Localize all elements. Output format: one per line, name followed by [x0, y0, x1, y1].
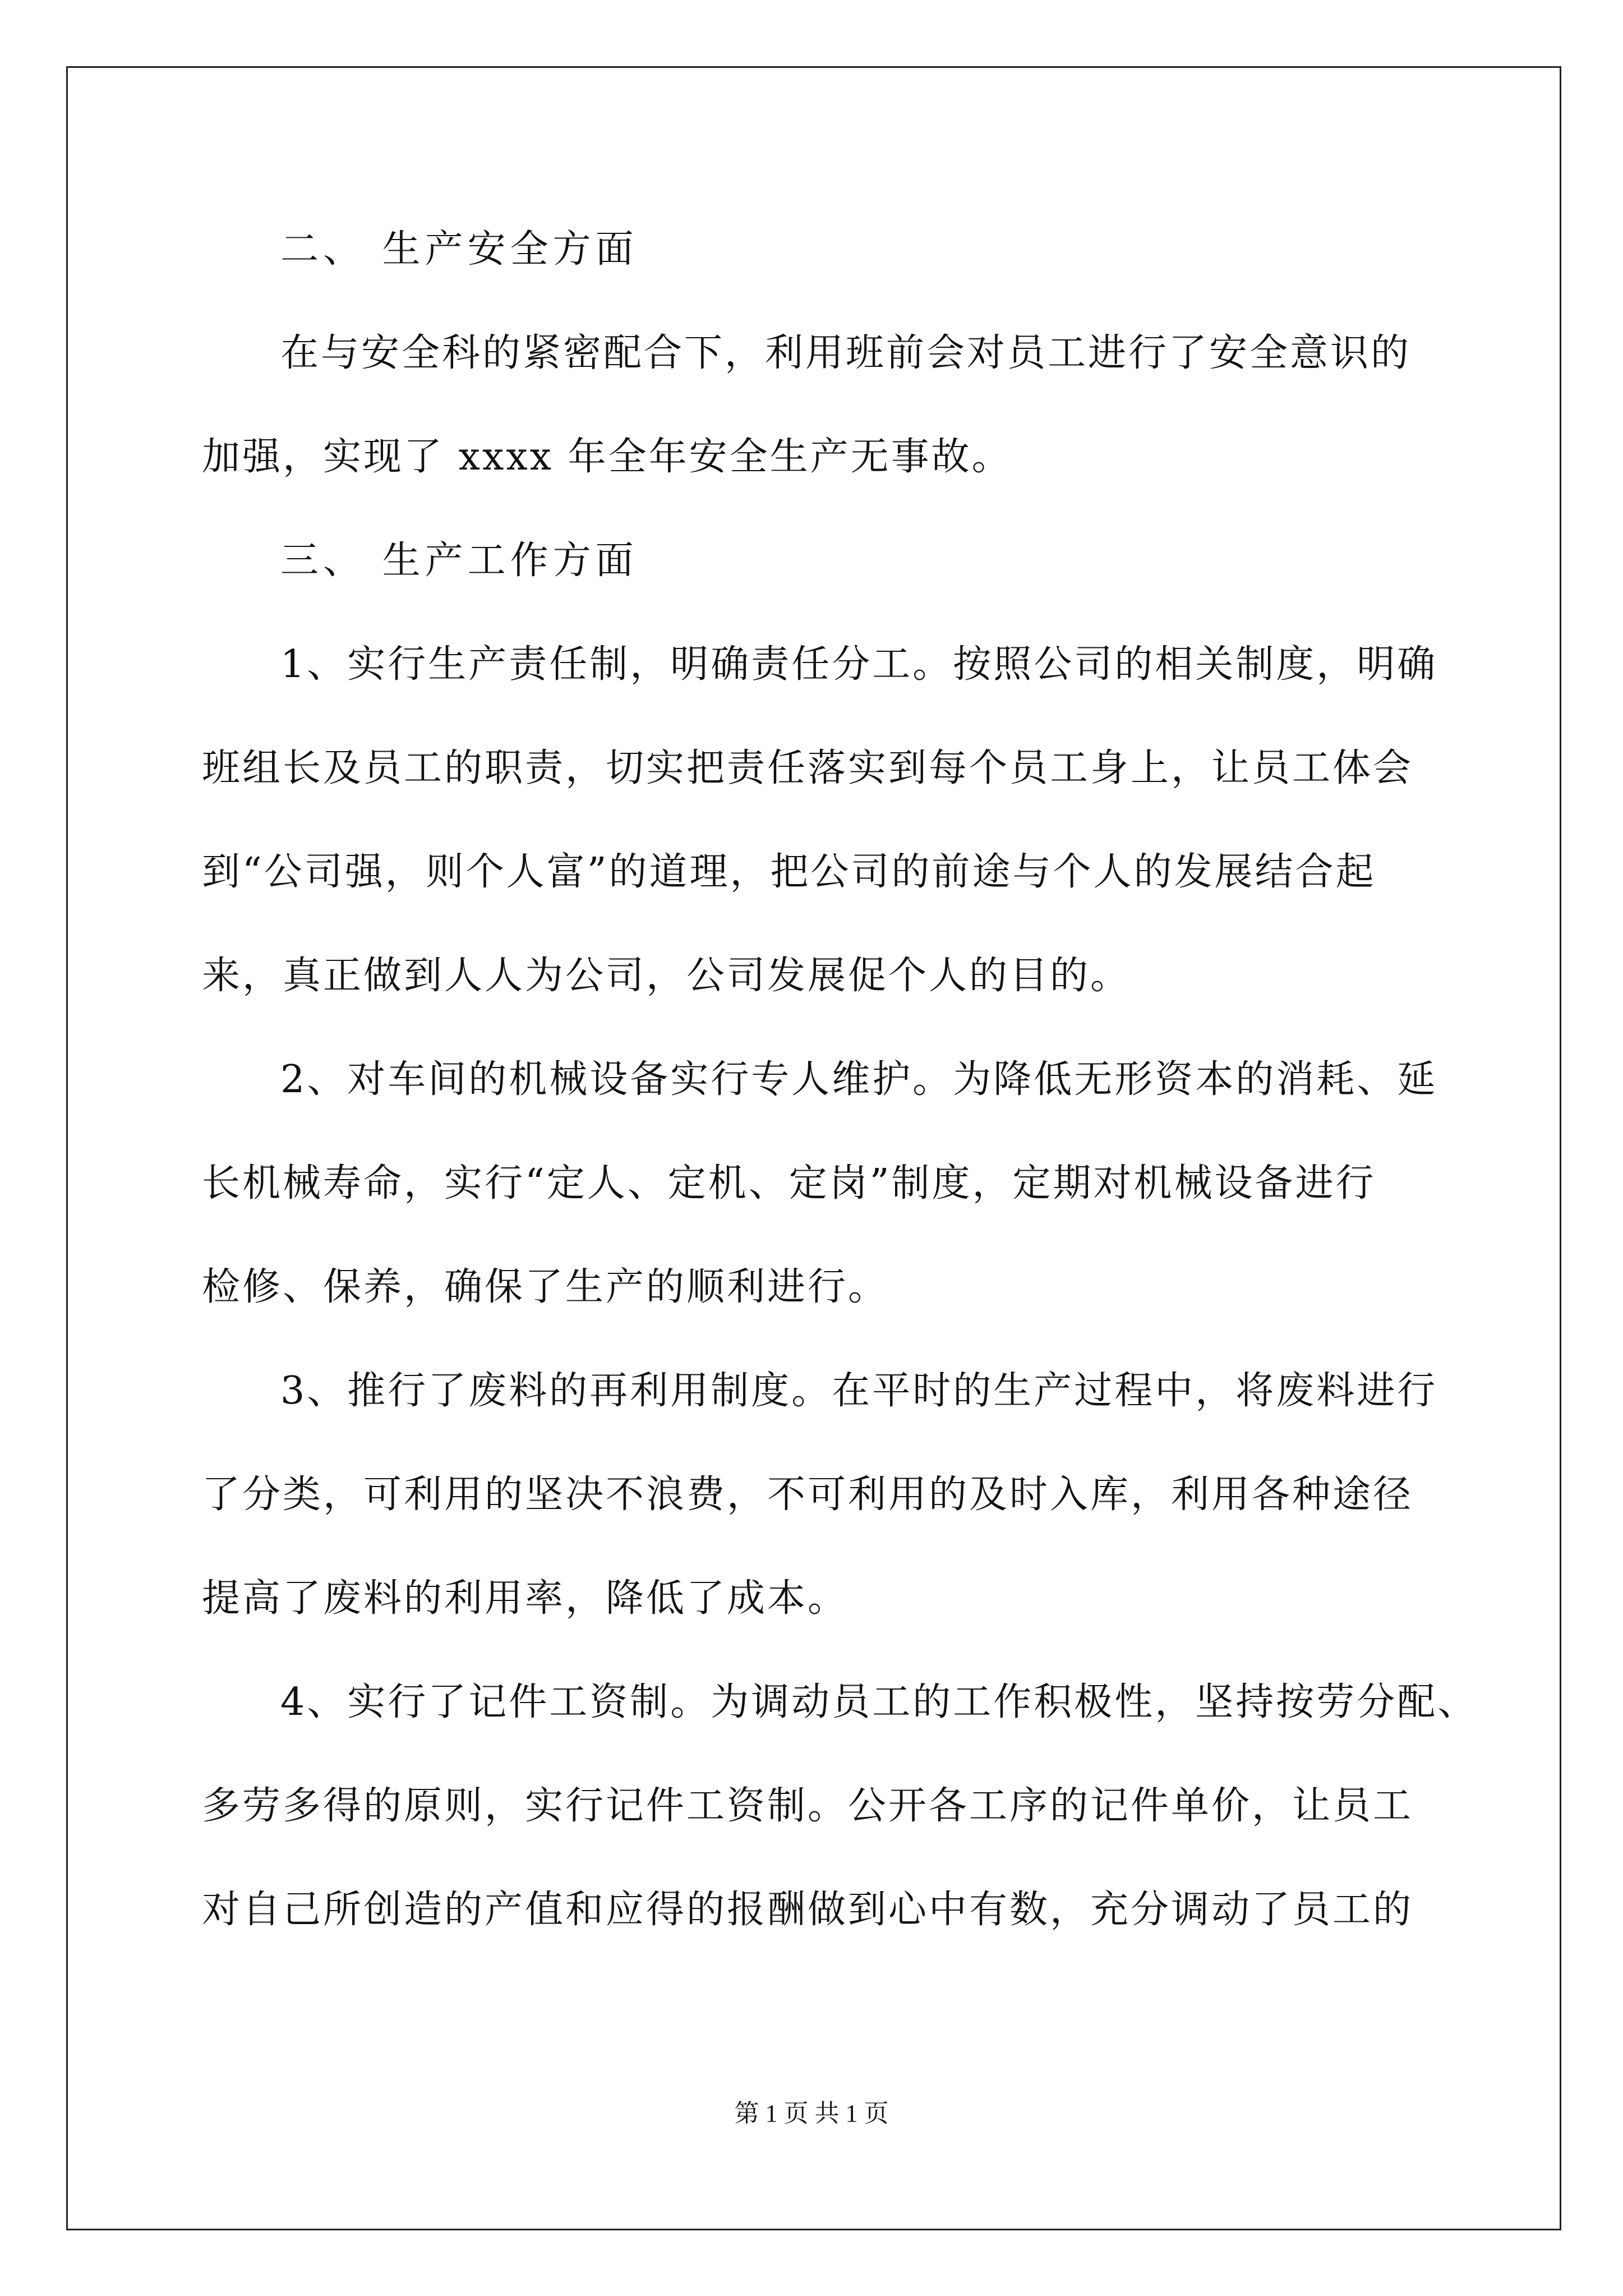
paragraph-line: 来，真正做到人人为公司，公司发展促个人的目的。 [202, 954, 1131, 998]
paragraph-line: 长机械寿命，实行“定人、定机、定岗”制度，定期对机械设备进行 [202, 1161, 1376, 1205]
paragraph-line: 1、实行生产责任制，明确责任分工。按照公司的相关制度，明确 [280, 642, 1438, 687]
paragraph-line: 2、对车间的机械设备实行专人维护。为降低无形资本的消耗、延 [280, 1057, 1438, 1102]
paragraph-line: 4、实行了记件工资制。为调动员工的工作积极性，坚持按劳分配、 [280, 1680, 1478, 1724]
paragraph-line: 多劳多得的原则，实行记件工资制。公开各工序的记件单价，让员工 [202, 1784, 1414, 1828]
paragraph-line: 对自己所创造的产值和应得的报酬做到心中有数，充分调动了员工的 [202, 1888, 1414, 1932]
page-number-footer: 第 1 页 共 1 页 [734, 2100, 889, 2127]
paragraph-line: 检修、保养，确保了生产的顺利进行。 [202, 1265, 889, 1309]
section-heading-safety: 二、 生产安全方面 [280, 227, 638, 272]
paragraph-line: 了分类，可利用的坚决不浪费，不可利用的及时入库，利用各种途径 [202, 1473, 1414, 1517]
paragraph-line: 3、推行了废料的再利用制度。在平时的生产过程中，将废料进行 [280, 1369, 1438, 1413]
paragraph-line: 在与安全科的紧密配合下，利用班前会对员工进行了安全意识的 [280, 331, 1412, 375]
paragraph-line: 提高了废料的利用率，降低了成本。 [202, 1576, 849, 1621]
paragraph-line: 加强，实现了 xxxx 年全年安全生产无事故。 [202, 435, 1012, 479]
paragraph-line: 到“公司强，则个人富”的道理，把公司的前途与个人的发展结合起 [202, 850, 1376, 894]
section-heading-production: 三、 生产工作方面 [280, 539, 638, 583]
paragraph-line: 班组长及员工的职责，切实把责任落实到每个员工身上，让员工体会 [202, 746, 1414, 790]
